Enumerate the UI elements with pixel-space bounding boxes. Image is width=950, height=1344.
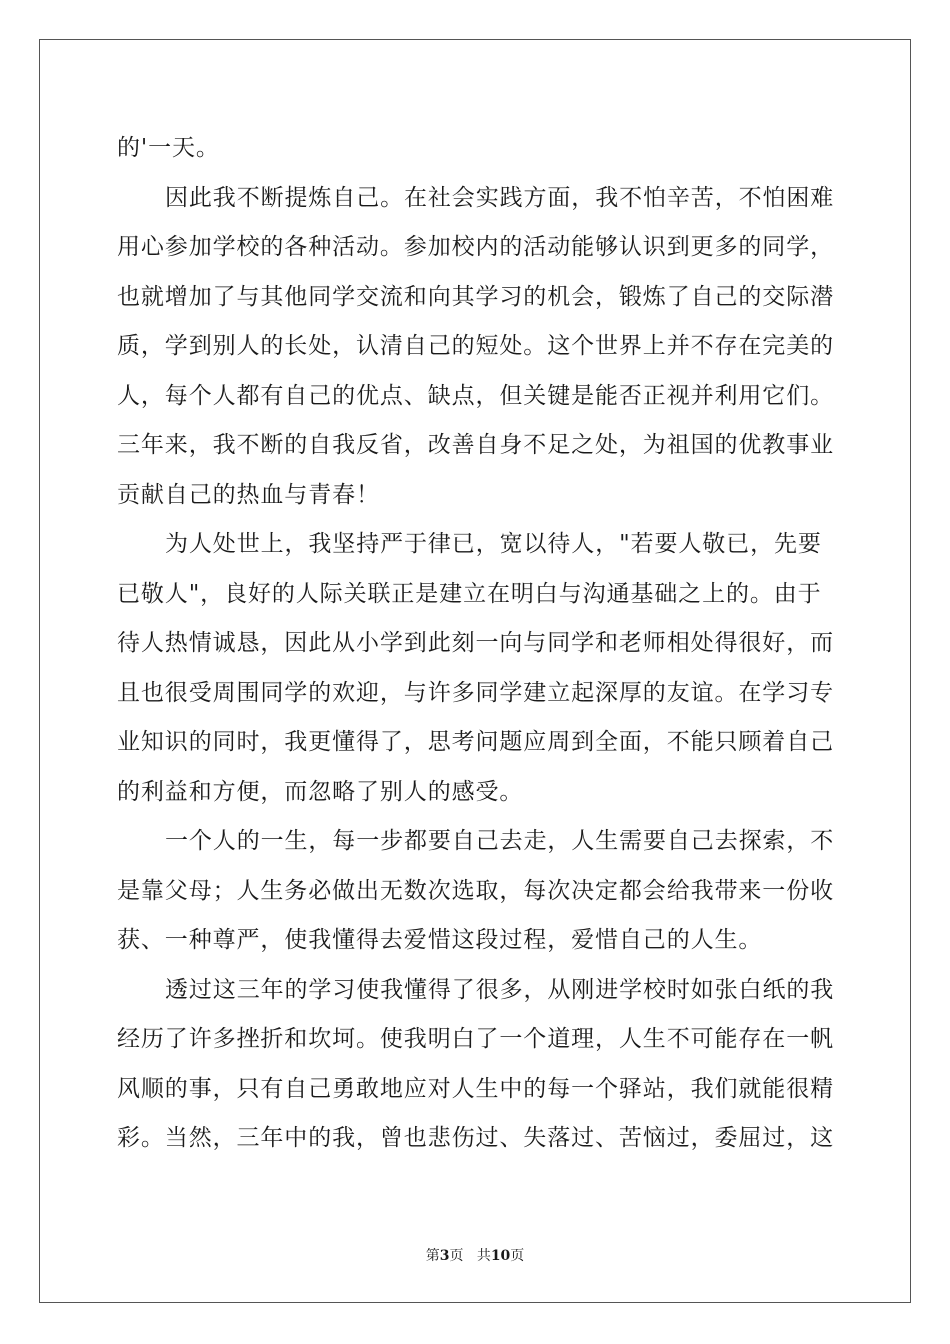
paragraph-start-line: 为人处世上，我坚持严于律已，宽以待人，"若要人敬已，先要 bbox=[165, 531, 822, 557]
footer-total-suffix: 页 bbox=[510, 1248, 525, 1264]
text-line: 的利益和方便，而忽略了别人的感受。 bbox=[117, 778, 524, 805]
paragraph-start-line: 因此我不断提炼自己。在社会实践方面，我不怕辛苦，不怕困难 bbox=[165, 184, 835, 211]
text-line: 获、一种尊严，使我懂得去爱惜这段过程，爱惜自己的人生。 bbox=[117, 927, 763, 953]
text-line: 三年来，我不断的自我反省，改善自身不足之处，为祖国的优教事业 bbox=[117, 432, 834, 458]
text-line: 彩。当然，三年中的我，曾也悲伤过、失落过、苦恼过，委屈过，这 bbox=[117, 1125, 834, 1151]
text-line: 是靠父母；人生务必做出无数次选取，每次决定都会给我带来一份收 bbox=[117, 877, 834, 904]
text-line: 的'一天。 bbox=[117, 135, 220, 161]
text-line: 风顺的事，只有自己勇敢地应对人生中的每一个驿站，我们就能很精 bbox=[117, 1075, 834, 1102]
text-line: 且也很受周围同学的欢迎，与许多同学建立起深厚的友谊。在学习专 bbox=[117, 679, 834, 706]
text-line: 用心参加学校的各种活动。参加校内的活动能够认识到更多的同学， bbox=[117, 234, 834, 260]
document-body bbox=[117, 124, 835, 1164]
text-line: 人，每个人都有自己的优点、缺点，但关键是能否正视并利用它们。 bbox=[117, 382, 834, 409]
text-line: 质，学到别人的长处，认清自己的短处。这个世界上并不存在完美的 bbox=[117, 333, 834, 359]
paragraph-start-line: 透过这三年的学习使我懂得了很多，从刚进学校时如张白纸的我 bbox=[165, 976, 835, 1003]
footer-total-prefix: 共 bbox=[476, 1248, 491, 1264]
text-line: 贡献自己的热血与青春！ bbox=[117, 481, 380, 508]
text-line: 已敬人"，良好的人际关联正是建立在明白与沟通基础之上的。由于 bbox=[117, 580, 822, 607]
footer-prefix: 第 bbox=[425, 1248, 440, 1264]
text-line: 也就增加了与其他同学交流和向其学习的机会，锻炼了自己的交际潜 bbox=[117, 283, 834, 310]
text-line: 待人热情诚恳，因此从小学到此刻一向与同学和老师相处得很好，而 bbox=[117, 630, 834, 656]
paragraph-start-line: 一个人的一生，每一步都要自己去走，人生需要自己去探索，不 bbox=[165, 828, 835, 854]
total-page-count: 10 bbox=[490, 1248, 511, 1264]
page-footer bbox=[0, 1246, 950, 1266]
text-line: 经历了许多挫折和坎坷。使我明白了一个道理，人生不可能存在一帆 bbox=[117, 1026, 834, 1052]
current-page-number: 3 bbox=[439, 1248, 450, 1264]
text-line: 业知识的同时，我更懂得了，思考问题应周到全面，不能只顾着自己 bbox=[117, 729, 834, 755]
footer-page-suffix: 页 bbox=[449, 1248, 464, 1264]
